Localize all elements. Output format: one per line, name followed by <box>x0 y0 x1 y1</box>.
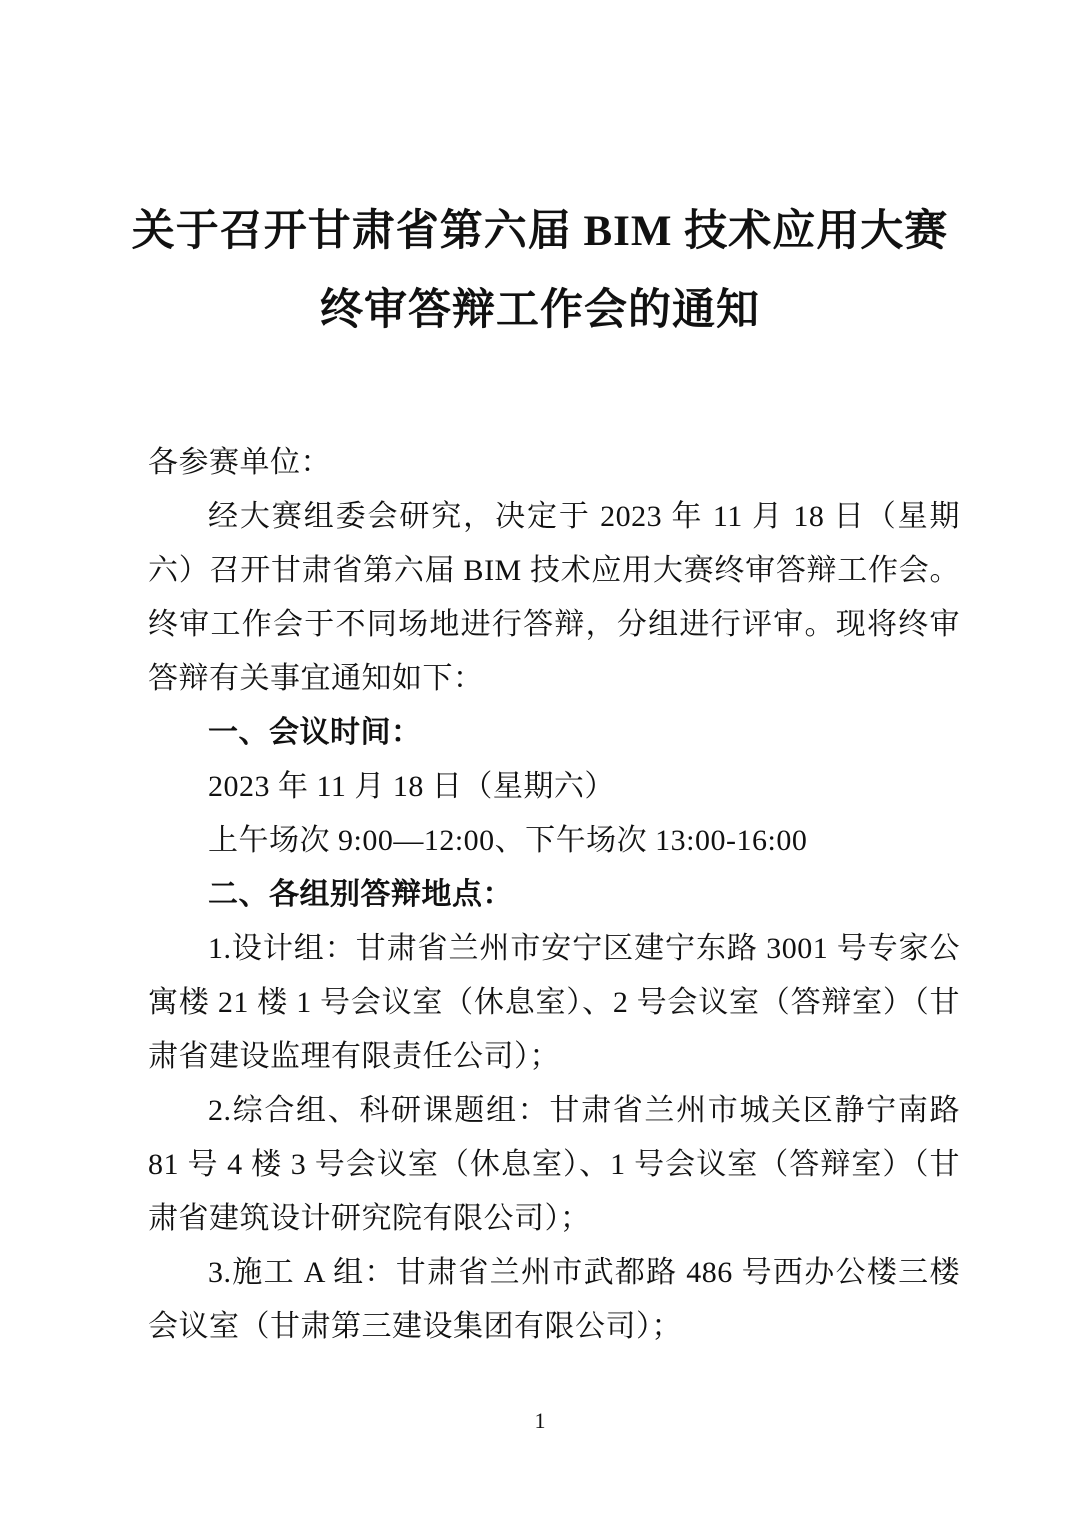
document-body <box>148 436 960 1354</box>
page-number: 1 <box>534 1408 546 1433</box>
intro-paragraph: 经大赛组委会研究，决定于 2023 年 11 月 18 日（星期六）召开甘肃省第六届 BIM 技术应用大赛终审答辩工作会。终审工作会于不同场地进行答辩，分组进行评审。现将终审答辩有关事宜通知如下： <box>148 500 960 695</box>
venue-item-design-group: 1.设计组：甘肃省兰州市安宁区建宁东路 3001 号专家公寓楼 21 楼 1 号会议室（休息室）、2 号会议室（答辩室）（甘肃省建设监理有限责任公司）； <box>148 932 960 1073</box>
document-title-line-1: 关于召开甘肃省第六届 BIM 技术应用大赛 <box>131 208 949 255</box>
section-2-heading: 二、各组别答辩地点： <box>208 878 513 911</box>
section-1-heading: 一、会议时间： <box>208 716 422 749</box>
venue-item-construction-a-group: 3.施工 A 组：甘肃省兰州市武都路 486 号西办公楼三楼会议室（甘肃第三建设集团有限公司）； <box>148 1256 960 1343</box>
document-title-line-2: 终审答辩工作会的通知 <box>320 287 760 334</box>
venue-item-comprehensive-research-group: 2.综合组、科研课题组：甘肃省兰州市城关区静宁南路 81 号 4 楼 3 号会议室（休息室）、1 号会议室（答辩室）（甘肃省建筑设计研究院有限公司）； <box>148 1094 960 1235</box>
document-title <box>0 0 1080 350</box>
meeting-session-line: 上午场次 9:00—12:00、下午场次 13:00-16:00 <box>208 824 808 857</box>
meeting-date-line: 2023 年 11 月 18 日（星期六） <box>208 770 615 803</box>
salutation: 各参赛单位： <box>148 446 331 479</box>
